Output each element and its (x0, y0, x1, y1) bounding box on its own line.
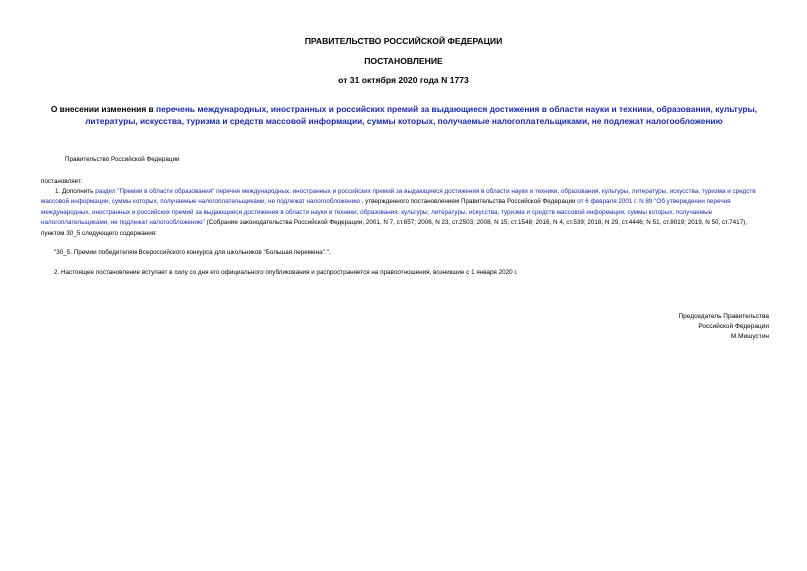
paragraph-1-mid: , утвержденного постановлением Правительства Российской Федерации (359, 198, 578, 206)
paragraph-1-start: 1. Дополнить (55, 188, 96, 195)
title-link[interactable]: перечень международных, иностранных и российских премий за выдающиеся достижения в области науки и техники, образования, культуры, литературы, искусства, туризма и средств массовой информации, суммы которых, получаемые налогоплательщиками, не подлежат налогообложению (85, 104, 758, 126)
inserted-clause: "30_5. Премии победителям Всероссийского конкурса для школьников "Большая перемена".". (54, 249, 331, 256)
signature-organization: Российской Федерации (698, 323, 769, 330)
section-link[interactable]: раздел "Премии в области образования" перечня международных, иностранных и российских премий за выдающиеся достижения в области науки и техники, образования, культуры, литературы, искусства, туризма и средств массовой информации, суммы которых, получаемые налогоплательщиками, не подлежат налогообложению (41, 188, 756, 206)
paragraph-1-end: (Собрание законодательства Российской Федерации, 2001, N 7, ст.657; 2006, N 23, ст.2503; 2008, N 15, ст.1548; 2016, N 4, ст.539; 2018, N 29, ст.4446; N 51, ст.8019; 2019, N 50, ст.7417), пунктом 30_5 следующего содержания: (41, 219, 747, 237)
government-heading: ПРАВИТЕЛЬСТВО РОССИЙСКОЙ ФЕДЕРАЦИИ (304, 36, 503, 46)
document-title (28, 103, 780, 127)
decrees-text: постановляет: (41, 178, 83, 185)
title-prefix: О внесении изменения в (50, 104, 157, 114)
issuer-text: Правительство Российской Федерации (65, 156, 180, 163)
document-type: ПОСТАНОВЛЕНИЕ (364, 56, 443, 66)
document-date-number: от 31 октября 2020 года N 1773 (338, 75, 469, 85)
paragraph-1 (41, 187, 769, 239)
signature-position: Председатель Правительства (678, 313, 769, 320)
resolution-link[interactable]: от 6 февраля 2001 г. N 89 "Об утверждении перечня международных, иностранных и российских премий за выдающиеся достижения в области науки и техники, образования, культуры, литературы, искусства, туризма и средств массовой информации, суммы которых, получаемые налогоплательщиками, не подлежат налогообложению" (41, 198, 731, 227)
signature-name: М.Мишустин (730, 333, 769, 340)
paragraph-2: 2. Настоящее постановление вступает в силу со дня его официального опубликования и распространяется на правоотношения, возникшие с 1 января 2020 г. (54, 269, 518, 276)
